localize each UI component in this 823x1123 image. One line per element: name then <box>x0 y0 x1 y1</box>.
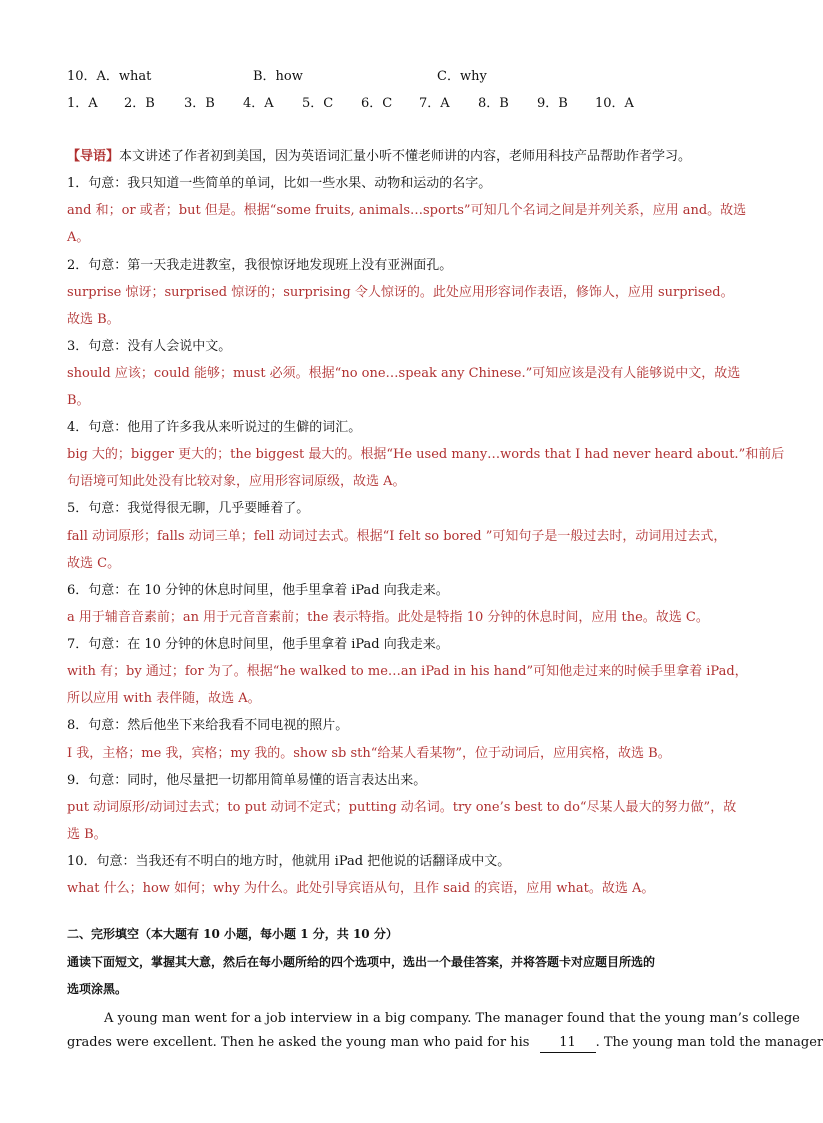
answer-6: 6．C <box>361 96 393 111</box>
exp-6-note-line1: a 用于辅音音素前；an 用于元音音素前；the 表示特指。此处是特指 10 分钟的休息时间，应用 the。故选 C。 <box>67 610 709 625</box>
exp-2-note-line2: 故选 B。 <box>67 312 120 327</box>
exp-5-meaning: 5．句意：我觉得很无聊，几乎要睡着了。 <box>67 501 310 516</box>
exp-7-meaning: 7．句意：在 10 分钟的休息时间里，他手里拿着 iPad 向我走来。 <box>67 637 449 652</box>
exp-8-meaning: 8．句意：然后他坐下来给我看不同电视的照片。 <box>67 718 349 733</box>
exp-2-meaning: 2．句意：第一天我走进教室，我很惊讶地发现班上没有亚洲面孔。 <box>67 258 453 273</box>
passage-line2-start: grades were excellent. Then he asked the young man who paid for his <box>67 1035 534 1050</box>
guide-line <box>67 148 691 166</box>
section-2-heading: 二、完形填空（本大题有 10 小题，每小题 1 分，共 10 分） <box>67 927 398 941</box>
guide-tag: 【导语】 <box>67 149 120 164</box>
exp-1-note-line1: and 和；or 或者；but 但是。根据“some fruits, animals…sports”可知几个名词之间是并列关系，应用 and。故选 <box>67 203 747 218</box>
answer-4: 4．A <box>243 96 274 111</box>
exp-9-note-line1: put 动词原形/动词过去式；to put 动词不定式；putting 动名词。try one’s best to do“尽某人最大的努力做”，故 <box>67 800 737 815</box>
exp-4-note-line2: 句语境可知此处没有比较对象，应用形容词原级，故选 A。 <box>67 474 406 489</box>
exp-5-note-line2: 故选 C。 <box>67 556 121 571</box>
passage-line1: A young man went for a job interview in a big company. The manager found that the young man’s college <box>104 1011 800 1026</box>
q10-option-b: B．how <box>253 69 303 84</box>
exp-1-meaning: 1．句意：我只知道一些简单的单词，比如一些水果、动物和运动的名字。 <box>67 176 492 191</box>
exp-7-note-line1: with 有；by 通过；for 为了。根据“he walked to me…an iPad in his hand”可知他走过来的时候手里拿着 iPad， <box>67 664 748 679</box>
exp-4-meaning: 4．句意：他用了许多我从来听说过的生僻的词汇。 <box>67 420 362 435</box>
exp-7-note-line2: 所以应用 with 表伴随，故选 A。 <box>67 691 261 706</box>
section-2-instruction-line2: 选项涂黑。 <box>67 982 128 996</box>
answer-10: 10．A <box>595 96 634 111</box>
exp-10-note-line1: what 什么；how 如何；why 为什么。此处引导宾语从句，且作 said 的宾语，应用 what。故选 A。 <box>67 881 655 896</box>
q10-option-a: 10．A．what <box>67 69 152 84</box>
exp-10-meaning: 10．句意：当我还有不明白的地方时，他就用 iPad 把他说的话翻译成中文。 <box>67 854 511 869</box>
answer-9: 9．B <box>537 96 568 111</box>
exp-2-note-line1: surprise 惊讶；surprised 惊讶的；surprising 令人惊讶的。此处应用形容词作表语，修饰人，应用 surprised。 <box>67 285 734 300</box>
answer-5: 5．C <box>302 96 334 111</box>
exp-8-note-line1: I 我，主格；me 我，宾格；my 我的。show sb sth“给某人看某物”，位于动词后，应用宾格，故选 B。 <box>67 746 671 761</box>
exp-3-meaning: 3．句意：没有人会说中文。 <box>67 339 232 354</box>
exp-5-note-line1: fall 动词原形；falls 动词三单；fell 动词过去式。根据“I felt so bored ”可知句子是一般过去时，动词用过去式， <box>67 529 727 544</box>
answer-8: 8．B <box>478 96 509 111</box>
answer-1: 1．A <box>67 96 98 111</box>
exp-9-meaning: 9．句意：同时，他尽量把一切都用简单易懂的语言表达出来。 <box>67 773 427 788</box>
passage-line2-end: . The young man told the manager <box>595 1035 823 1050</box>
answer-2: 2．B <box>124 96 155 111</box>
exp-9-note-line2: 选 B。 <box>67 827 107 842</box>
exp-1-note-line2: A。 <box>67 230 90 245</box>
answer-3: 3．B <box>184 96 215 111</box>
guide-text: 本文讲述了作者初到美国，因为英语词汇量小听不懂老师讲的内容，老师用科技产品帮助作者学习。 <box>119 149 692 164</box>
exp-4-note-line1: big 大的；bigger 更大的；the biggest 最大的。根据“He used many…words that I had never heard about.”和前后 <box>67 447 785 462</box>
q10-option-c: C．why <box>437 69 487 84</box>
passage-line2 <box>67 1034 823 1053</box>
exp-3-note-line1: should 应该；could 能够；must 必须。根据“no one…speak any Chinese.”可知应该是没有人能够说中文，故选 <box>67 366 741 381</box>
answer-7: 7．A <box>419 96 450 111</box>
blank-11: 11 <box>540 1034 596 1053</box>
exp-6-meaning: 6．句意：在 10 分钟的休息时间里，他手里拿着 iPad 向我走来。 <box>67 583 449 598</box>
section-2-instruction-line1: 通读下面短文，掌握其大意，然后在每小题所给的四个选项中，选出一个最佳答案，并将答题卡对应题目所选的 <box>67 955 656 969</box>
exp-3-note-line2: B。 <box>67 393 90 408</box>
